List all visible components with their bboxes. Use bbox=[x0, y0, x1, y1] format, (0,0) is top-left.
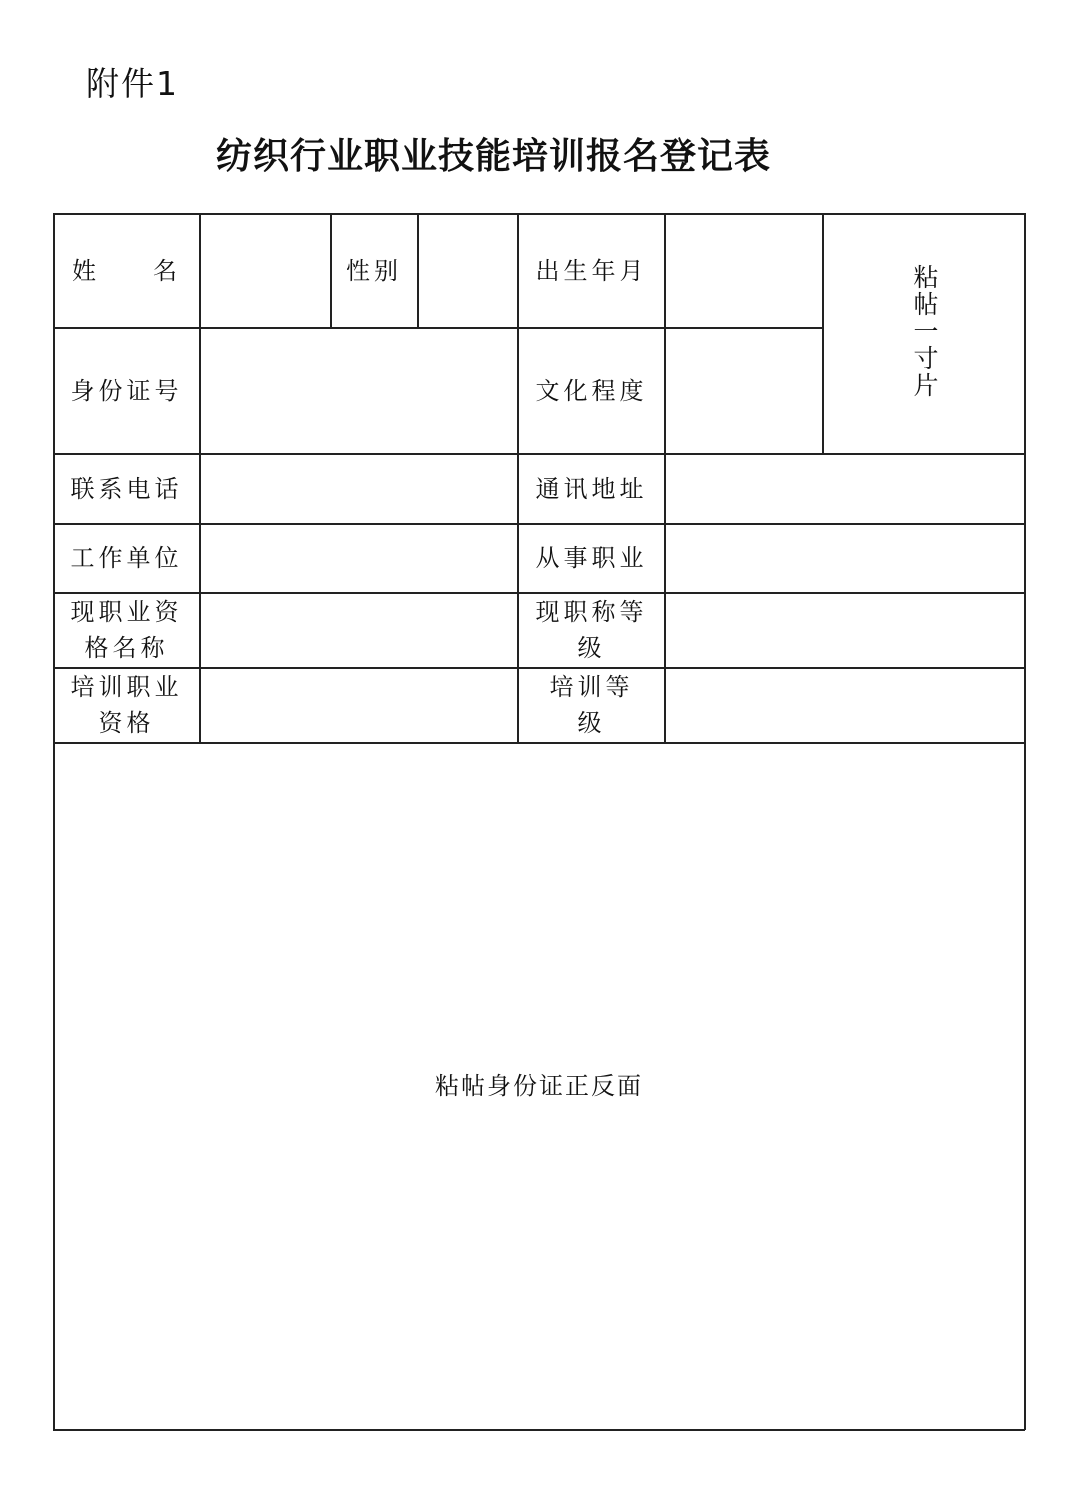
address-label: 通讯地址 bbox=[535, 474, 648, 503]
current-title-field[interactable] bbox=[666, 593, 1024, 667]
photo-area-label: 粘帖一寸片 bbox=[910, 264, 939, 399]
birth-date-field[interactable] bbox=[666, 214, 822, 327]
phone-label: 联系电话 bbox=[70, 474, 183, 503]
training-level-label-line1: 培训等 bbox=[549, 673, 634, 701]
current-qualification-label bbox=[54, 593, 199, 667]
photo-area[interactable] bbox=[824, 214, 1024, 453]
name-label bbox=[54, 214, 199, 327]
education-label: 文化程度 bbox=[535, 376, 648, 405]
gender-field[interactable] bbox=[419, 214, 517, 327]
id-number-label: 身份证号 bbox=[70, 376, 183, 405]
id-card-area-label: 粘帖身份证正反面 bbox=[435, 1072, 643, 1100]
address-field[interactable] bbox=[666, 454, 1024, 523]
occupation-label: 从事职业 bbox=[535, 544, 648, 572]
training-qualification-label bbox=[54, 668, 199, 742]
employer-label: 工作单位 bbox=[70, 544, 183, 572]
employer-field[interactable] bbox=[201, 524, 517, 592]
current-qualification-label-line2: 格名称 bbox=[84, 634, 169, 662]
name-label-char2: 名 bbox=[153, 256, 181, 285]
current-qualification-field[interactable] bbox=[201, 593, 517, 667]
training-qualification-label-line2: 资格 bbox=[98, 709, 155, 737]
name-label-char1: 姓 bbox=[72, 256, 100, 285]
training-level-field[interactable] bbox=[666, 668, 1024, 742]
training-level-label-line2: 级 bbox=[577, 709, 606, 737]
table-border-right bbox=[1024, 213, 1026, 1430]
training-qualification-label-line1: 培训职业 bbox=[70, 673, 183, 701]
current-qualification-label-line1: 现职业资 bbox=[70, 598, 183, 626]
table-border-bottom bbox=[53, 1429, 1025, 1431]
training-level-label bbox=[519, 668, 664, 742]
occupation-field[interactable] bbox=[666, 524, 1024, 592]
current-title-label-line1: 现职称等 bbox=[535, 598, 648, 626]
phone-field[interactable] bbox=[201, 454, 517, 523]
current-title-label bbox=[519, 593, 664, 667]
training-qualification-field[interactable] bbox=[201, 668, 517, 742]
education-field[interactable] bbox=[666, 328, 822, 453]
name-field[interactable] bbox=[201, 214, 330, 327]
gender-label: 性别 bbox=[346, 256, 402, 285]
birth-date-label: 出生年月 bbox=[535, 256, 648, 285]
form-title: 纺织行业职业技能培训报名登记表 bbox=[216, 136, 772, 177]
id-card-area[interactable] bbox=[54, 743, 1024, 1429]
current-title-label-line2: 级 bbox=[577, 634, 606, 662]
attachment-label: 附件1 bbox=[86, 64, 179, 103]
id-number-field[interactable] bbox=[201, 328, 517, 453]
